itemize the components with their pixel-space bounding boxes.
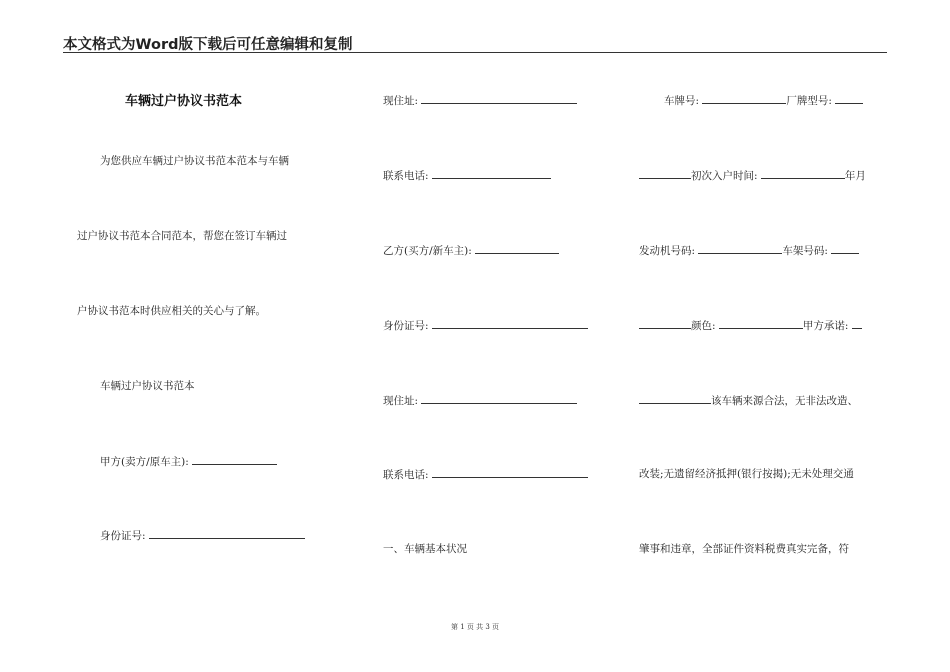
page-number: 第 1 页 共 3 页 bbox=[450, 623, 500, 631]
engine-blank[interactable] bbox=[698, 243, 782, 254]
color-label: 颜色: bbox=[691, 320, 716, 332]
party-b-address-blank[interactable] bbox=[421, 393, 577, 404]
frame-label: 车架号码: bbox=[782, 245, 828, 257]
document-header bbox=[63, 34, 887, 53]
promise-text-3: 肇事和违章，全部证件资料税费真实完备，符 bbox=[639, 543, 849, 555]
party-b-label: 乙方(买方/新车主): bbox=[383, 245, 472, 257]
promise-blank[interactable] bbox=[852, 318, 862, 329]
party-a-address-blank[interactable] bbox=[421, 93, 577, 104]
first-reg-row bbox=[639, 168, 866, 183]
model-blank[interactable] bbox=[835, 93, 863, 104]
intro-line-3: 户协议书范本时供应相关的关心与了解。 bbox=[77, 305, 266, 317]
party-b-id-row bbox=[383, 318, 588, 333]
color-blank[interactable] bbox=[719, 318, 803, 329]
frame-blank[interactable] bbox=[831, 243, 859, 254]
party-a-phone-row bbox=[383, 168, 551, 183]
header-text: 本文格式为Word版下载后可任意编辑和复制 bbox=[63, 37, 353, 53]
document-title: 车辆过户协议书范本 bbox=[125, 94, 243, 109]
party-b-row bbox=[383, 243, 559, 258]
party-a-address-label: 现住址: bbox=[383, 95, 419, 107]
first-reg-label: 初次入户时间: bbox=[691, 170, 758, 182]
model-label: 厂牌型号: bbox=[786, 95, 832, 107]
plate-row bbox=[664, 93, 863, 108]
promise-text-row-1 bbox=[639, 393, 858, 408]
party-b-address-label: 现住址: bbox=[383, 395, 419, 407]
promise-text-1: 该车辆来源合法，无非法改造、 bbox=[711, 395, 858, 407]
party-a-id-row bbox=[100, 528, 305, 543]
party-a-phone-label: 联系电话: bbox=[383, 170, 429, 182]
party-a-id-label: 身份证号: bbox=[100, 530, 146, 542]
party-b-phone-row bbox=[383, 467, 588, 482]
promise-label: 甲方承诺: bbox=[802, 320, 849, 332]
section-subtitle: 车辆过户协议书范本 bbox=[100, 380, 195, 392]
year-month-label: 年月 bbox=[844, 170, 866, 182]
party-b-address-row bbox=[383, 393, 577, 408]
intro-line-1: 为您供应车辆过户协议书范本范本与车辆 bbox=[100, 155, 289, 167]
party-b-phone-blank[interactable] bbox=[432, 467, 588, 478]
frame-blank-cont[interactable] bbox=[639, 318, 691, 329]
section-vehicle-info: 一、车辆基本状况 bbox=[383, 543, 467, 555]
party-a-blank[interactable] bbox=[192, 454, 277, 465]
party-b-blank[interactable] bbox=[475, 243, 559, 254]
party-a-id-blank[interactable] bbox=[149, 528, 305, 539]
color-row bbox=[639, 318, 862, 333]
first-reg-blank[interactable] bbox=[761, 168, 845, 179]
promise-blank-cont[interactable] bbox=[639, 393, 711, 404]
party-b-id-label: 身份证号: bbox=[383, 320, 429, 332]
party-b-id-blank[interactable] bbox=[432, 318, 588, 329]
plate-blank[interactable] bbox=[702, 93, 786, 104]
party-a-row bbox=[100, 454, 277, 469]
party-a-address-row bbox=[383, 93, 577, 108]
plate-label: 车牌号: bbox=[664, 95, 700, 107]
party-a-phone-blank[interactable] bbox=[432, 168, 551, 179]
party-b-phone-label: 联系电话: bbox=[383, 469, 429, 481]
model-blank-cont[interactable] bbox=[639, 168, 691, 179]
promise-text-2: 改装;无遗留经济抵押(银行按揭);无未处理交通 bbox=[639, 468, 854, 480]
intro-line-2: 过户协议书范本合同范本，帮您在签订车辆过 bbox=[77, 230, 287, 242]
party-a-label: 甲方(卖方/原车主): bbox=[100, 456, 189, 468]
engine-row bbox=[639, 243, 859, 258]
engine-label: 发动机号码: bbox=[639, 245, 696, 257]
